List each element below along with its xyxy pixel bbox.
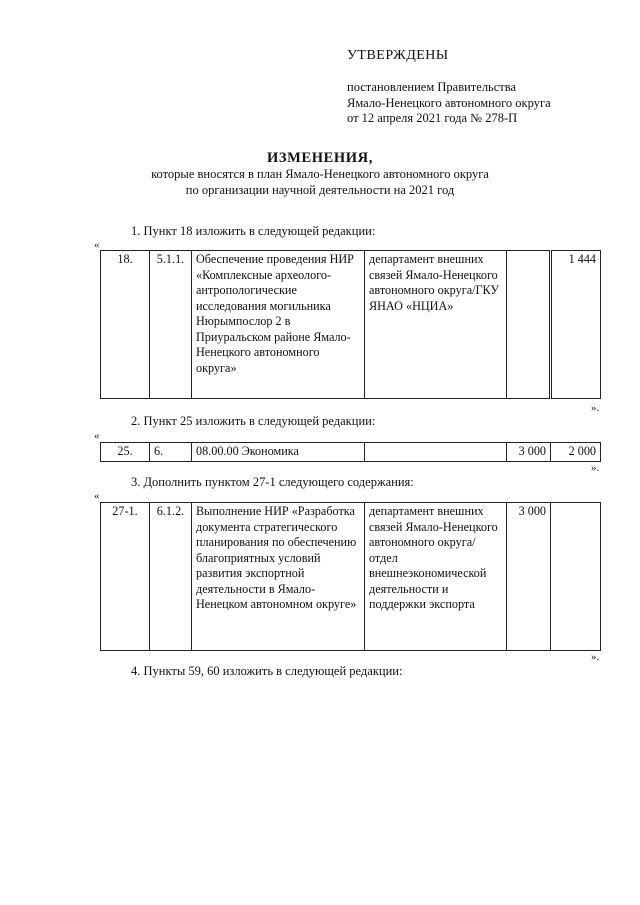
row-value-2: 2 000 <box>551 443 601 462</box>
row-name: 08.00.00 Экономика <box>192 443 365 462</box>
row-value-1: 3 000 <box>507 443 551 462</box>
approval-line: от 12 апреля 2021 года № 278-П <box>347 111 518 125</box>
open-quote: « <box>94 430 100 442</box>
section-heading: 2. Пункт 25 изложить в следующей редакции: <box>131 414 376 428</box>
open-quote: « <box>94 490 100 502</box>
subtitle-line: которые вносятся в план Ямало-Ненецкого автономного округа <box>151 167 489 181</box>
open-quote: « <box>94 239 100 251</box>
close-quote: ». <box>591 462 600 474</box>
section-2-table <box>100 442 601 462</box>
table-row <box>101 503 601 651</box>
section-heading: 3. Дополнить пунктом 27-1 следующего содержания: <box>131 475 414 489</box>
row-value-2 <box>551 503 601 651</box>
row-value-1: 3 000 <box>507 503 551 651</box>
row-number: 18. <box>101 251 150 399</box>
approved-label: УТВЕРЖДЕНЫ <box>347 48 449 63</box>
row-executor: департамент внешних связей Ямало-Ненецкого автономного округа/отдел внешнеэкономической деятельности и поддержки экспорта <box>365 503 507 651</box>
row-executor: департамент внешних связей Ямало-Ненецкого автономного округа/ГКУ ЯНАО «НЦИА» <box>365 251 507 399</box>
section-3-table <box>100 502 601 651</box>
row-number: 25. <box>101 443 150 462</box>
approval-reference <box>347 80 551 127</box>
table-row <box>101 251 601 399</box>
section-1-table <box>100 250 601 399</box>
document-title: ИЗМЕНЕНИЯ, <box>267 150 373 166</box>
row-value-2: 1 444 <box>551 251 601 399</box>
close-quote: ». <box>591 651 600 663</box>
section-heading: 4. Пункты 59, 60 изложить в следующей редакции: <box>131 664 403 678</box>
row-name: Обеспечение проведения НИР «Комплексные археолого-антропологические исследования могильника Нюрымпослор 2 в Приуральском районе Ямало-Ненецкого автономного округа» <box>192 251 365 399</box>
document-subtitle <box>0 167 640 198</box>
subtitle-line: по организации научной деятельности на 2021 год <box>185 182 455 197</box>
section-heading: 1. Пункт 18 изложить в следующей редакции: <box>131 224 376 238</box>
row-name: Выполнение НИР «Разработка документа стратегического планирования по обеспечению благоприятных условий развития экспортной деятельности в Ямало-Ненецком автономном округе» <box>192 503 365 651</box>
approval-line: постановлением Правительства <box>347 80 517 94</box>
row-code: 6. <box>150 443 192 462</box>
row-code: 5.1.1. <box>150 251 192 399</box>
row-number: 27-1. <box>101 503 150 651</box>
close-quote: ». <box>591 402 600 414</box>
table-row <box>101 443 601 462</box>
row-code: 6.1.2. <box>150 503 192 651</box>
approval-line: Ямало-Ненецкого автономного округа <box>347 95 551 110</box>
row-executor <box>365 443 507 462</box>
row-value-1 <box>507 251 551 399</box>
